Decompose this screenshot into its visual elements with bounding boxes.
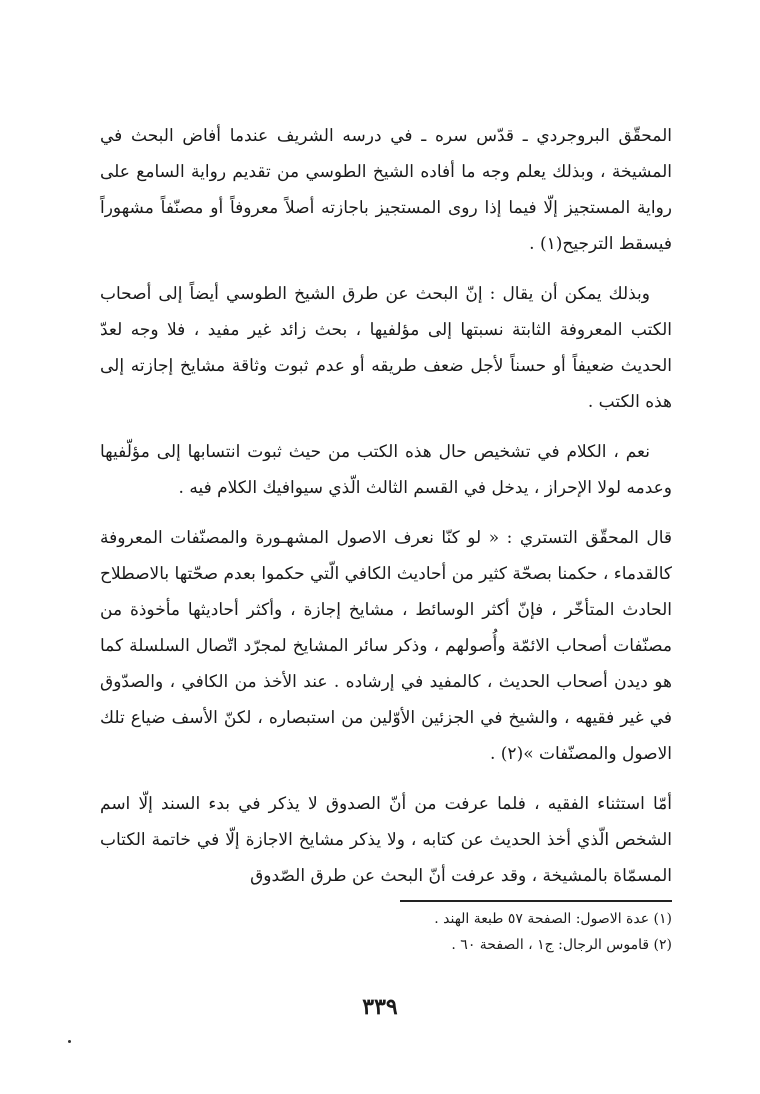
- paragraph: [100, 786, 672, 894]
- paragraph-text: نعم ، الكلام في تشخيص حال هذه الكتب من حيث ثبوت انتسابها إلى مؤلّفيها وعدمه لولا الإحراز ، يدخل في القسم الثالث الّذي سيوافيك الكلام فيه .: [100, 442, 672, 498]
- paragraph-text: وبذلك يمكن أن يقال : إنّ البحث عن طرق الشيخ الطوسي أيضاً إلى أصحاب الكتب المعروفة الثابتة نسبتها إلى مؤلفيها ، بحث زائد غير مفيد ، فلا وجه لعدّ الحديث ضعيفاً أو حسناً لأجل ضعف طريقه أو عدم ثبوت وثاقة مشايخ إجازته إلى هذه الكتب .: [100, 284, 672, 412]
- footnote: (٢) قاموس الرجال: ج١ ، الصفحة ٦٠ .: [451, 937, 672, 953]
- paragraph: [100, 520, 672, 772]
- paragraph: [100, 118, 672, 262]
- footnotes: [100, 906, 672, 958]
- page-body: [100, 118, 672, 908]
- page-number: ٣٣٩: [362, 994, 398, 1020]
- paragraph-text: أمّا استثناء الفقيه ، فلما عرفت من أنّ الصدوق لا يذكر في بدء السند إلّا اسم الشخص الّذي أخذ الحديث عن كتابه ، ولا يذكر مشايخ الاجازة إلّا في خاتمة الكتاب المسمّاة بالمشيخة ، وقد عرفت أنّ البحث عن طرق الصّدوق: [100, 794, 672, 886]
- scan-speck: [68, 1040, 71, 1043]
- paragraph: [100, 434, 672, 506]
- paragraph-text: قال المحقّق التستري : « لو كنّا نعرف الاصول المشهـورة والمصنّفات المعروفة كالقدماء ، حكمنا بصحّة كثير من أحاديث الكافي الّتي حكموا بعدم صحّتها بالاصطلاح الحادث المتأخّر ، فإنّ أكثر الوسائط ، مشايخ إجازة ، وأكثر أحاديثها مأخوذة من مصنّفات أصحاب الائمّة وأُصولهم ، وذكر سائر المشايخ لمجرّد اتّصال السلسلة كما هو ديدن أصحاب الحديث ، كالمفيد في إرشاده . عند الأخذ من الكافي ، والصدّوق في غير فقيهه ، والشيخ في الجزئين الأوّلين من استبصاره ، لكنّ الأسف ضياع تلك الاصول والمصنّفات »(٢) .: [100, 528, 672, 764]
- paragraph: [100, 276, 672, 420]
- footnote-divider: [400, 900, 672, 902]
- paragraph-text: المحقّق البروجردي ـ قدّس سره ـ في درسه الشريف عندما أفاض البحث في المشيخة ، وبذلك يعلم وجه ما أفاده الشيخ الطوسي من تقديم رواية السامع على رواية المستجيز إلّا فيما إذا روى المستجيز باجازته أصلاً معروفاً أو مصنّفاً مشهوراً فيسقط الترجيح(١) .: [100, 126, 672, 254]
- footnote: (١) عدة الاصول: الصفحة ٥٧ طبعة الهند .: [434, 911, 672, 927]
